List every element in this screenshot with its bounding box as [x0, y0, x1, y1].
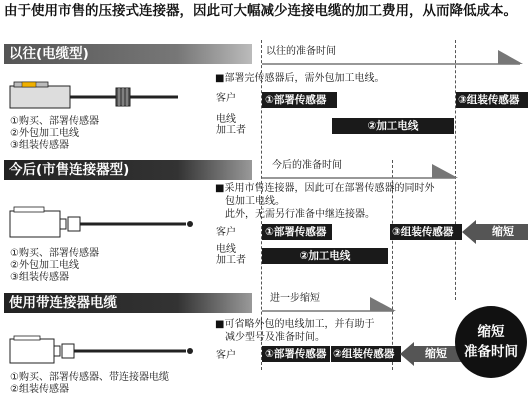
step-new-3: ③组装传感器	[10, 272, 69, 283]
time-label-prewired: 进一步缩短	[270, 293, 320, 304]
bullet-new-2: 包加工电线。	[225, 196, 285, 207]
time-label-old: 以往的准备时间	[266, 46, 336, 57]
row-label-customer-prewired: 客户	[216, 350, 236, 361]
step-old-2: ②外包加工电线	[10, 128, 79, 139]
section-title-prewired: 使用带连接器电缆	[4, 293, 252, 313]
bar-prewired-deploy: ①部署传感器	[262, 346, 330, 362]
bar-new-deploy: ①部署传感器	[262, 224, 332, 240]
row-label-wire-new: 电线 加工者	[216, 244, 246, 266]
row-label-customer-new: 客户	[216, 227, 236, 238]
bar-prewired-assemble: ②组装传感器	[331, 346, 401, 362]
step-new-1: ①购买、部署传感器	[10, 248, 99, 259]
connector-sensor-illustration	[8, 205, 208, 241]
bullet-prewired-1: ■可省略外包的电线加工，并有助于	[215, 319, 375, 330]
row-label-wire-old: 电线 加工者	[216, 114, 246, 136]
shorten-label-new: 缩短	[492, 225, 514, 238]
bar-old-deploy: ①部署传感器	[262, 92, 337, 108]
step-prewired-1: ①购买、部署传感器、带连接器电缆	[10, 372, 169, 383]
step-prewired-2: ②组装传感器	[10, 384, 69, 395]
intro-text: 由于使用市售的压接式连接器，因此可大幅减少连接电缆的加工费用，从而降低成本。	[4, 3, 517, 19]
section-title-new: 今后(市售连接器型)	[4, 160, 252, 180]
time-label-new: 今后的准备时间	[272, 160, 342, 171]
bullet-new-1: ■采用市售连接器，因此可在部署传感器的同时外	[215, 183, 435, 194]
reduce-time-badge	[455, 306, 527, 378]
bullet-prewired-2: 减少型号及准备时间。	[225, 332, 325, 343]
row-label-customer-old: 客户	[216, 93, 236, 104]
bullet-new-3: 此外，无需另行准备中继连接器。	[225, 209, 375, 220]
section-title-old: 以往(电缆型)	[4, 44, 252, 64]
bar-new-assemble: ③组装传感器	[390, 224, 462, 240]
bar-old-wire: ②加工电线	[332, 118, 454, 134]
step-old-3: ③组装传感器	[10, 140, 69, 151]
bar-new-wire: ②加工电线	[262, 248, 388, 264]
badge-line-1: 缩短	[477, 324, 505, 340]
step-old-1: ①购买、部署传感器	[10, 116, 99, 127]
bar-old-assemble: ③组装传感器	[456, 92, 528, 108]
prewired-sensor-illustration	[8, 335, 208, 367]
bullet-old: ■部署完传感器后，需外包加工电线。	[215, 73, 385, 84]
step-new-2: ②外包加工电线	[10, 260, 79, 271]
shorten-label-prewired: 缩短	[425, 347, 447, 360]
cable-sensor-illustration	[8, 78, 204, 114]
badge-line-2: 准备时间	[464, 344, 518, 360]
